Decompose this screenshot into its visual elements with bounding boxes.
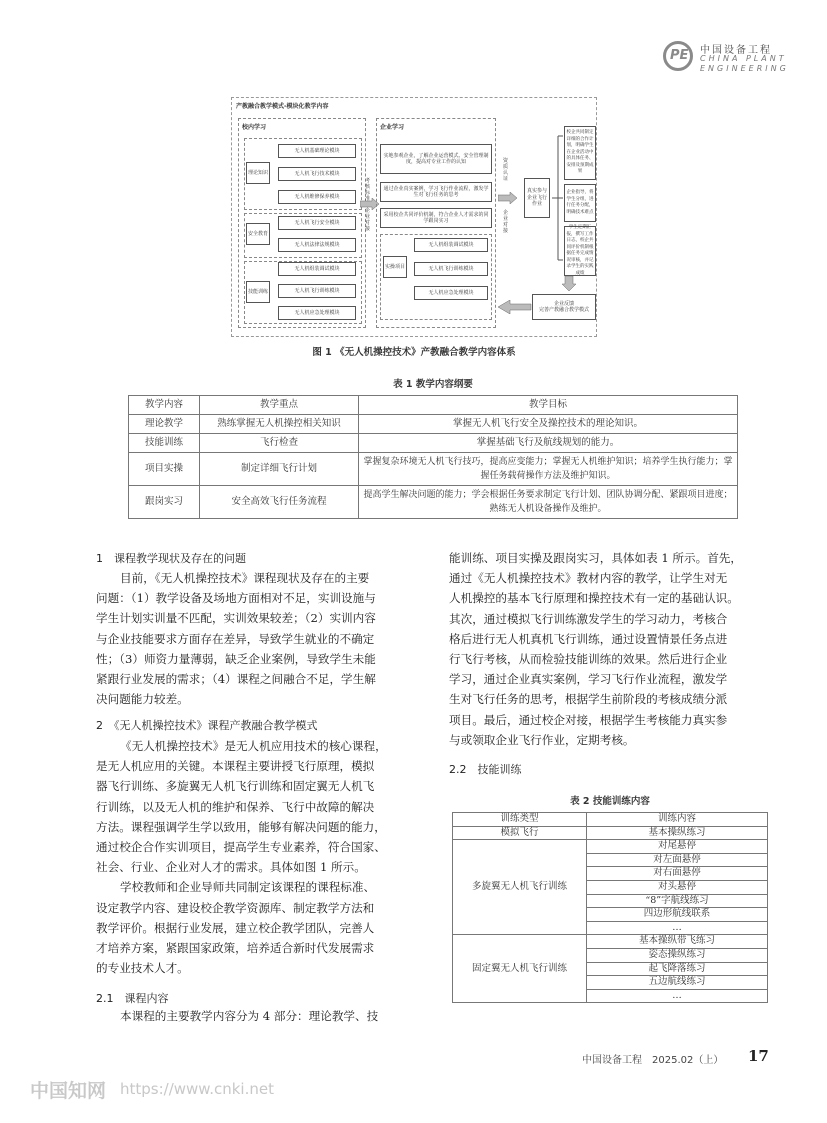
text-line: 才培养方案，紧跟国家政策，培养适合新时代发展需求: [96, 941, 375, 956]
watermark-site: 中国知网: [30, 1080, 107, 1102]
practice-label: 实操项目: [383, 256, 407, 278]
table-1: [128, 395, 738, 519]
table-cell: 飞行检查: [200, 434, 359, 453]
school-label: 校内学习: [242, 124, 267, 131]
journal-name-en: CHINA PLANT ENGINEERING: [700, 54, 789, 73]
text-line: 紧跟行业发展的需求；（4）课程之间融合不足，学生解: [96, 672, 376, 687]
text-line: 《无人机操控技术》是无人机应用技术的核心课程，: [120, 739, 387, 753]
text-line: 决问题能力较差。: [96, 692, 189, 707]
section-heading-2: 2 《无人机操控技术》课程产教融合教学模式: [96, 719, 318, 732]
paragraph-content: [96, 1006, 426, 1026]
text-line: 通过校企合作实训项目，提高学生专业素养，符合国家、: [96, 840, 386, 855]
text-line: 本课程的主要教学内容分为 4 部分：理论教学、技: [120, 1009, 379, 1023]
table-2: [452, 812, 768, 1003]
paragraph-content-cont: [449, 548, 771, 750]
journal-logo-icon: PE: [663, 41, 693, 71]
table-cell: 项目实操: [129, 453, 200, 486]
table-header-cell: 教学目标: [359, 396, 738, 415]
group-label-theory: 理论知识: [246, 162, 270, 184]
table-header-row: [129, 396, 738, 415]
table-1-caption: 表 1 教学内容纲要: [393, 379, 473, 390]
table-cell: “8”字航线练习: [587, 894, 768, 908]
table-cell: 多旋翼无人机飞行训练: [453, 840, 587, 935]
enterprise-text-box: 采用校企共同评价机制，符合企业人才需求的同学跟岗实习: [380, 208, 492, 228]
table-row: [453, 935, 768, 949]
text-line: 教学评价。根据行业发展，建立校企教学团队，完善人: [96, 920, 375, 935]
text-line: 行训练，以及无人机的维护和保养、飞行中故障的解决: [96, 799, 375, 814]
page-number: 17: [748, 1047, 769, 1065]
section-heading-2-1: 2.1 课程内容: [96, 992, 169, 1005]
text-line: 与或领取企业飞行作业，定期考核。: [449, 732, 635, 747]
table-cell: 跟岗实习: [129, 486, 200, 519]
table-cell: …: [587, 989, 768, 1003]
text-line: 学生计划实训量不匹配，实训效果较差；（2）实训内容: [96, 611, 376, 626]
table-header-cell: 训练内容: [587, 813, 768, 827]
table-row: [453, 826, 768, 840]
text-line: 能训练、项目实操及跟岗实习，具体如表 1 所示。首先，: [449, 551, 742, 565]
arrow-left-icon: [498, 300, 532, 314]
table-header-row: [453, 813, 768, 827]
enterprise-label: 企业学习: [380, 124, 405, 131]
watermark-url: https://www.cnki.net: [120, 1080, 274, 1098]
table-cell: 模拟飞行: [453, 826, 587, 840]
table-cell: 四边形航线联系: [587, 908, 768, 922]
practice-module-box: 无人机飞行训练模块: [414, 262, 488, 276]
text-line: 性；（3）师资力量薄弱，缺乏企业案例，导致学生未能: [96, 651, 376, 666]
table-cell: 理论教学: [129, 415, 200, 434]
table-cell: 对尾悬停: [587, 840, 768, 854]
module-box: 无人机飞行训练模块: [278, 284, 356, 298]
arrow-right-icon: [498, 192, 518, 204]
enterprise-text-box: 通过企业真实案例，学习飞行作业流程，激发学生对飞行任务的思考: [380, 182, 492, 202]
text-line: 的专业技术人才。: [96, 961, 189, 976]
table-cell: 安全高效飞行任务流程: [200, 486, 359, 519]
table-cell: 掌握复杂环境无人机飞行技巧，提高应变能力；掌握无人机维护知识；培养学生执行能力；掌握任务载荷操作方法及维护知识。: [359, 453, 738, 486]
module-box: 无人机组装调试模块: [278, 262, 356, 276]
table-cell: 掌握无人机飞行安全及操控技术的理论知识。: [359, 415, 738, 434]
table-header-cell: 训练类型: [453, 813, 587, 827]
connector-text: 资质认证: [502, 158, 508, 182]
table-cell: 基本操纵练习: [587, 826, 768, 840]
table-cell: 掌握基础飞行及航线规划的能力。: [359, 434, 738, 453]
text-line: 学校教师和企业导师共同制定该课程的课程标准、: [120, 880, 376, 895]
module-box: 无人机飞行安全模块: [278, 216, 356, 230]
text-line: 生对飞行任务的思考，根据学生前阶段的考核成绩分派: [449, 692, 728, 707]
real-work-box: 真实参与企业飞行作业: [524, 178, 550, 218]
paragraph-model: [96, 736, 426, 978]
right-text-box: 学生定期汇报，撰写工作日志，校企共同评价机制根据任务完成情况审核，并记录学生的实践成绩: [564, 226, 596, 276]
practice-module-box: 无人机组装调试模块: [414, 238, 488, 252]
text-line: 与企业技能要求方面存在差异，导致学生就业的不确定: [96, 631, 375, 646]
table-2-caption: 表 2 技能训练内容: [570, 796, 650, 807]
text-line: 人机操控的基本飞行原理和操控技术有一定的基础认识。: [449, 591, 739, 606]
connector-text: 企业对接: [502, 210, 508, 234]
text-line: 是无人机应用的关键。本课程主要讲授飞行原理，模拟: [96, 759, 375, 774]
text-line: 项目。最后，通过校企对接，根据学生考核能力真实参: [449, 712, 728, 727]
module-box: 无人机应急处理模块: [278, 306, 356, 320]
section-heading-2-2: 2.2 技能训练: [449, 763, 522, 776]
enterprise-text-box: 实地参观企业，了解企业运营模式、安全管理制度，提高对专业工作的认知: [380, 144, 492, 174]
table-cell: 技能训练: [129, 434, 200, 453]
figure-1-diagram: [231, 97, 597, 337]
text-line: 社会、行业、企业对人才的需求。具体如图 1 所示。: [96, 860, 366, 875]
text-line: 器飞行训练、多旋翼无人机飞行训练和固定翼无人机飞: [96, 779, 375, 794]
table-cell: 五边航线练习: [587, 976, 768, 990]
figure-1-caption: 图 1 《无人机操控技术》产教融合教学内容体系: [312, 347, 516, 358]
table-cell: …: [587, 921, 768, 935]
text-line: 问题：（1）教学设备及场地方面相对不足，实训设施与: [96, 591, 376, 606]
table-cell: 对头悬停: [587, 880, 768, 894]
text-line: 学习，通过企业真实案例，学习飞行作业流程，激发学: [449, 672, 728, 687]
figure-title: 产教融合教学模式-模块化教学内容: [236, 103, 329, 110]
group-label-safety: 安全教育: [246, 223, 270, 245]
text-line: 通过《无人机操控技术》教材内容的教学，让学生对无: [449, 571, 728, 586]
connector-text: 考核标准: [364, 178, 370, 202]
module-box: 无人机飞行技术模块: [278, 167, 356, 181]
section-heading-1: 1 课程教学现状及存在的问题: [96, 552, 246, 565]
right-text-box: 企业指导，将学生分组，进行任务分配，明确技术难点: [564, 184, 596, 222]
right-text-box: 校企共同制定详细的合作计划，明确学生在企业活动中的具体任务、安排及预期成果: [564, 126, 596, 180]
text-line: 目前，《无人机操控技术》课程现状及存在的主要: [120, 571, 370, 585]
feedback-box: 企业反馈 完善产教融合教学模式: [532, 294, 596, 320]
table-header-cell: 教学重点: [200, 396, 359, 415]
text-line: 设定教学内容、建设校企教学资源库、制定教学方法和: [96, 900, 375, 915]
table-cell: 起飞降落练习: [587, 962, 768, 976]
table-cell: 熟练掌握无人机操控相关知识: [200, 415, 359, 434]
table-row: [453, 840, 768, 854]
text-line: 格后进行无人机真机飞行训练，通过设置情景任务点进: [449, 631, 728, 646]
text-line: 行飞行考核，从而检验技能训练的效果。然后进行企业: [449, 652, 728, 667]
module-box: 无人机法律法规模块: [278, 238, 356, 252]
module-box: 无人机维修保养模块: [278, 190, 356, 204]
arrow-down-icon: [562, 276, 576, 292]
table-cell: 姿态操纵练习: [587, 948, 768, 962]
table-row: [129, 453, 738, 486]
table-cell: 对左面悬停: [587, 853, 768, 867]
connector-text: 企业对接: [364, 208, 370, 232]
table-cell: 制定详细飞行计划: [200, 453, 359, 486]
table-cell: 固定翼无人机飞行训练: [453, 935, 587, 1003]
table-row: [129, 434, 738, 453]
journal-name-cn: 中国设备工程: [700, 45, 772, 56]
text-line: 其次，通过模拟飞行训练激发学生的学习动力，考核合: [449, 611, 728, 626]
bracket-icon: [550, 128, 564, 268]
footer-journal: 中国设备工程 2025.02（上）: [582, 1055, 724, 1066]
table-cell: 对右面悬停: [587, 867, 768, 881]
text-line: 方法。课程强调学生学以致用，能够有解决问题的能力，: [96, 819, 386, 834]
table-header-cell: 教学内容: [129, 396, 200, 415]
table-row: [129, 486, 738, 519]
table-row: [129, 415, 738, 434]
table-cell: 基本操纵带飞练习: [587, 935, 768, 949]
module-box: 无人机基础理论模块: [278, 144, 356, 158]
practice-module-box: 无人机应急处理模块: [414, 286, 488, 300]
paragraph-problems: [96, 568, 426, 709]
group-label-skills: 技能训练: [246, 281, 270, 303]
table-cell: 提高学生解决问题的能力；学会根据任务要求制定飞行计划、团队协调分配、紧跟项目进度；熟练无人机设备操作及维护。: [359, 486, 738, 519]
